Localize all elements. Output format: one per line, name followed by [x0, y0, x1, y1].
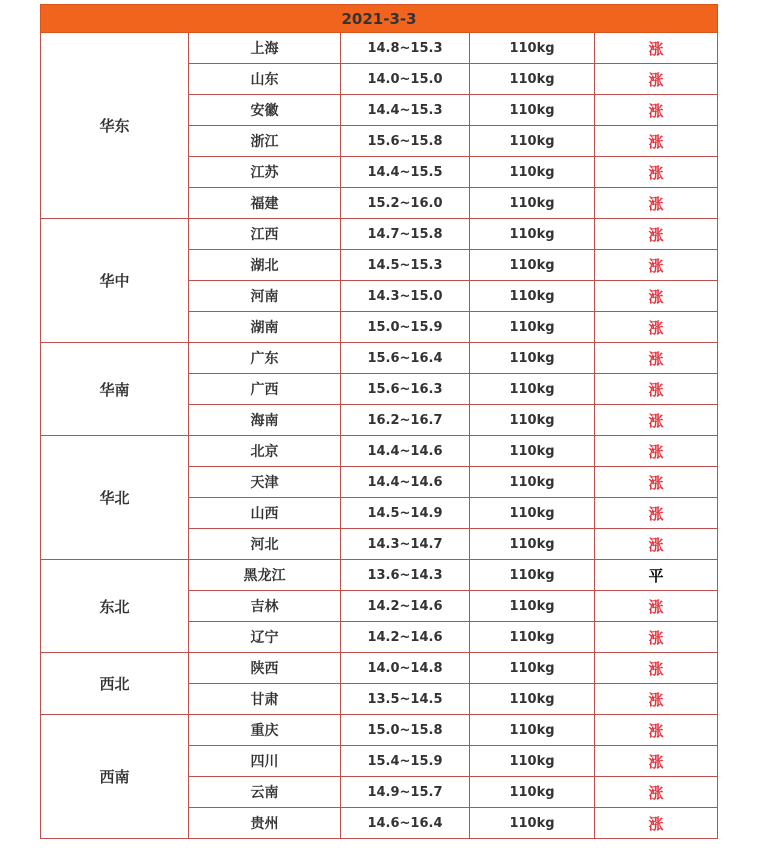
trend-indicator: 涨 — [595, 467, 718, 498]
trend-indicator: 涨 — [595, 312, 718, 343]
province-name: 湖北 — [189, 250, 341, 281]
province-name: 上海 — [189, 33, 341, 64]
region-name: 东北 — [41, 560, 189, 653]
price-range: 14.2~14.6 — [341, 622, 470, 653]
weight-value: 110kg — [470, 250, 595, 281]
province-name: 广西 — [189, 374, 341, 405]
weight-value: 110kg — [470, 188, 595, 219]
table-row — [41, 715, 718, 746]
weight-value: 110kg — [470, 653, 595, 684]
province-name: 山西 — [189, 498, 341, 529]
province-name: 河北 — [189, 529, 341, 560]
weight-value: 110kg — [470, 777, 595, 808]
price-range: 15.2~16.0 — [341, 188, 470, 219]
price-range: 14.4~15.5 — [341, 157, 470, 188]
province-name: 陕西 — [189, 653, 341, 684]
trend-indicator: 涨 — [595, 188, 718, 219]
province-name: 浙江 — [189, 126, 341, 157]
trend-indicator: 涨 — [595, 591, 718, 622]
header-row — [41, 5, 718, 33]
trend-indicator: 涨 — [595, 436, 718, 467]
price-range: 15.6~16.4 — [341, 343, 470, 374]
price-range: 14.0~15.0 — [341, 64, 470, 95]
province-name: 甘肃 — [189, 684, 341, 715]
weight-value: 110kg — [470, 684, 595, 715]
trend-indicator: 涨 — [595, 746, 718, 777]
trend-indicator: 涨 — [595, 715, 718, 746]
price-range: 15.0~15.9 — [341, 312, 470, 343]
price-range: 14.4~15.3 — [341, 95, 470, 126]
weight-value: 110kg — [470, 560, 595, 591]
province-name: 海南 — [189, 405, 341, 436]
price-range: 14.5~14.9 — [341, 498, 470, 529]
weight-value: 110kg — [470, 64, 595, 95]
trend-indicator: 涨 — [595, 684, 718, 715]
date-header: 2021-3-3 — [41, 5, 718, 33]
price-range: 14.9~15.7 — [341, 777, 470, 808]
province-name: 天津 — [189, 467, 341, 498]
trend-indicator: 涨 — [595, 653, 718, 684]
region-name: 华南 — [41, 343, 189, 436]
price-table-body — [41, 5, 718, 839]
weight-value: 110kg — [470, 157, 595, 188]
weight-value: 110kg — [470, 33, 595, 64]
price-range: 14.7~15.8 — [341, 219, 470, 250]
weight-value: 110kg — [470, 622, 595, 653]
price-range: 13.6~14.3 — [341, 560, 470, 591]
weight-value: 110kg — [470, 498, 595, 529]
price-range: 14.3~15.0 — [341, 281, 470, 312]
region-name: 华北 — [41, 436, 189, 560]
price-range: 14.0~14.8 — [341, 653, 470, 684]
province-name: 北京 — [189, 436, 341, 467]
table-row — [41, 33, 718, 64]
weight-value: 110kg — [470, 126, 595, 157]
province-name: 安徽 — [189, 95, 341, 126]
trend-indicator: 涨 — [595, 250, 718, 281]
province-name: 吉林 — [189, 591, 341, 622]
province-name: 山东 — [189, 64, 341, 95]
trend-indicator: 涨 — [595, 281, 718, 312]
weight-value: 110kg — [470, 808, 595, 839]
province-name: 广东 — [189, 343, 341, 374]
weight-value: 110kg — [470, 219, 595, 250]
province-name: 四川 — [189, 746, 341, 777]
province-name: 贵州 — [189, 808, 341, 839]
trend-indicator: 涨 — [595, 343, 718, 374]
trend-indicator: 涨 — [595, 405, 718, 436]
trend-indicator: 涨 — [595, 808, 718, 839]
trend-indicator: 涨 — [595, 622, 718, 653]
table-row — [41, 436, 718, 467]
province-name: 福建 — [189, 188, 341, 219]
province-name: 湖南 — [189, 312, 341, 343]
trend-indicator: 涨 — [595, 64, 718, 95]
weight-value: 110kg — [470, 529, 595, 560]
province-name: 云南 — [189, 777, 341, 808]
price-range: 14.2~14.6 — [341, 591, 470, 622]
weight-value: 110kg — [470, 405, 595, 436]
table-row — [41, 560, 718, 591]
price-range: 14.8~15.3 — [341, 33, 470, 64]
trend-indicator: 涨 — [595, 33, 718, 64]
trend-indicator: 涨 — [595, 777, 718, 808]
price-range: 14.5~15.3 — [341, 250, 470, 281]
province-name: 江苏 — [189, 157, 341, 188]
weight-value: 110kg — [470, 95, 595, 126]
table-row — [41, 653, 718, 684]
weight-value: 110kg — [470, 374, 595, 405]
weight-value: 110kg — [470, 467, 595, 498]
weight-value: 110kg — [470, 281, 595, 312]
weight-value: 110kg — [470, 436, 595, 467]
region-name: 华东 — [41, 33, 189, 219]
region-name: 西北 — [41, 653, 189, 715]
price-range: 15.6~16.3 — [341, 374, 470, 405]
price-table — [40, 4, 718, 839]
weight-value: 110kg — [470, 746, 595, 777]
trend-indicator: 涨 — [595, 126, 718, 157]
table-row — [41, 219, 718, 250]
price-range: 14.3~14.7 — [341, 529, 470, 560]
region-name: 西南 — [41, 715, 189, 839]
trend-indicator: 涨 — [595, 529, 718, 560]
trend-indicator: 涨 — [595, 95, 718, 126]
price-range: 14.4~14.6 — [341, 436, 470, 467]
weight-value: 110kg — [470, 312, 595, 343]
province-name: 辽宁 — [189, 622, 341, 653]
province-name: 江西 — [189, 219, 341, 250]
trend-indicator: 涨 — [595, 219, 718, 250]
trend-indicator: 平 — [595, 560, 718, 591]
price-range: 14.4~14.6 — [341, 467, 470, 498]
weight-value: 110kg — [470, 591, 595, 622]
province-name: 黑龙江 — [189, 560, 341, 591]
province-name: 河南 — [189, 281, 341, 312]
trend-indicator: 涨 — [595, 498, 718, 529]
table-row — [41, 343, 718, 374]
trend-indicator: 涨 — [595, 374, 718, 405]
weight-value: 110kg — [470, 343, 595, 374]
price-range: 14.6~16.4 — [341, 808, 470, 839]
price-range: 15.0~15.8 — [341, 715, 470, 746]
price-range: 16.2~16.7 — [341, 405, 470, 436]
price-range: 15.6~15.8 — [341, 126, 470, 157]
weight-value: 110kg — [470, 715, 595, 746]
region-name: 华中 — [41, 219, 189, 343]
trend-indicator: 涨 — [595, 157, 718, 188]
price-range: 15.4~15.9 — [341, 746, 470, 777]
province-name: 重庆 — [189, 715, 341, 746]
price-range: 13.5~14.5 — [341, 684, 470, 715]
